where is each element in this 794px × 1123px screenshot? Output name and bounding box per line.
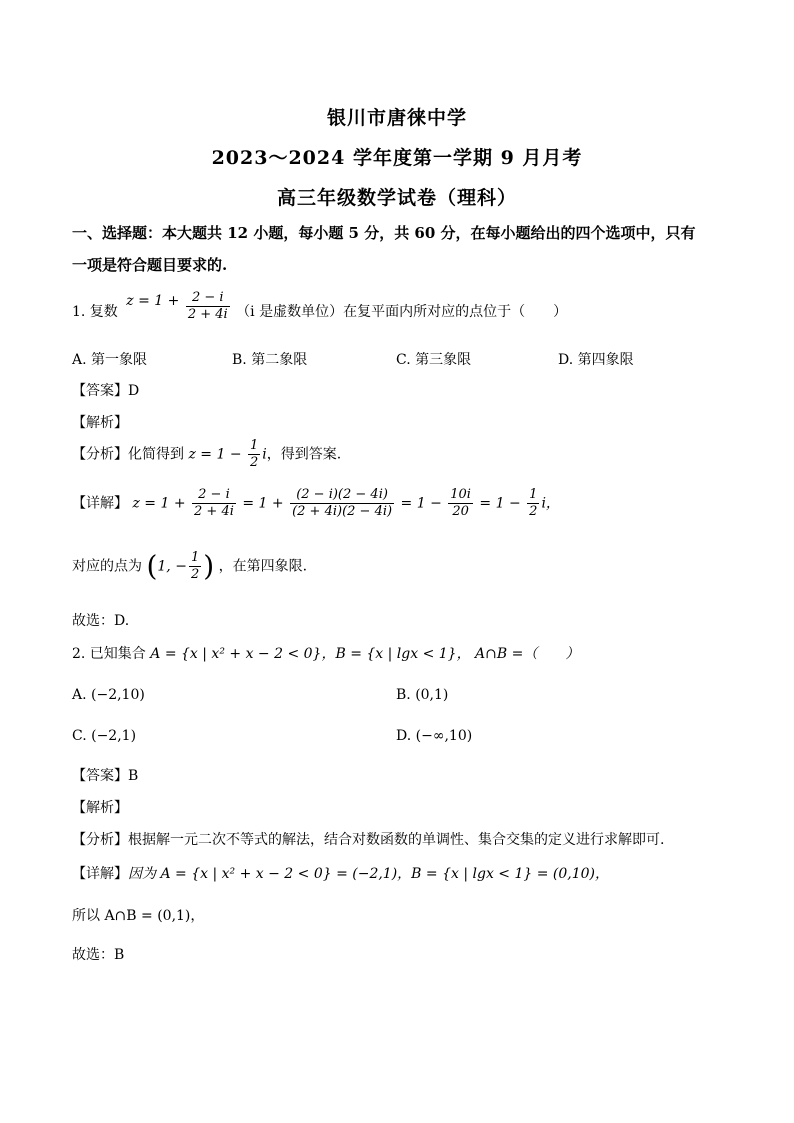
q1-fenxi-den: 2 <box>250 455 259 470</box>
question-2-stem <box>72 643 579 663</box>
q2-answer-value: B <box>128 768 139 784</box>
q2-prefix: 2. 已知集合 <box>72 646 146 662</box>
q1-option-c: C. 第三象限 <box>396 352 472 368</box>
q1-option-d: D. 第四象限 <box>558 352 634 368</box>
q1-detail-frac1 <box>192 487 236 520</box>
q1-detail-frac1-den: 2 + 4i <box>194 504 234 519</box>
q1-fenxi-fraction <box>248 438 260 471</box>
q2-ask: A∩B =（ ） <box>475 646 580 662</box>
q1-point-num: 1 <box>190 550 200 565</box>
school-title: 银川市唐徕中学 <box>326 107 467 129</box>
q1-detail-eq2: = 1 − <box>400 495 442 512</box>
q1-detail-frac3-den: 20 <box>452 504 469 519</box>
q1-detail-frac4 <box>527 487 539 520</box>
q1-fenxi-label: 【分析】 <box>72 446 128 463</box>
q1-detail <box>72 487 560 520</box>
q2-analysis-label: 【解析】 <box>72 800 128 816</box>
q1-point-rparen: ) <box>203 549 215 583</box>
q2-detail <box>72 863 609 883</box>
q1-answer-label: 【答案】 <box>72 383 128 399</box>
q1-point-lparen: ( <box>146 549 158 583</box>
q1-detail-frac4-den: 2 <box>529 504 538 519</box>
q1-fenxi-text2: ，得到答案. <box>266 446 342 463</box>
q1-detail-frac1-num: 2 − i <box>192 487 236 504</box>
q1-answer-value: D <box>128 383 140 399</box>
section-heading-line2: 一项是符合题目要求的. <box>72 256 228 274</box>
q2-answer <box>72 765 138 785</box>
q2-option-c: C. (−2,1) <box>72 728 137 744</box>
q2-option-d: D. (−∞,10) <box>396 728 473 744</box>
q1-fenxi-z: z = 1 − <box>188 446 242 463</box>
q1-point-den: 2 <box>190 567 200 582</box>
q1-detail-z: z = 1 + <box>132 495 186 512</box>
q1-point-text1: 对应的点为 <box>72 558 142 575</box>
q2-answer-label: 【答案】 <box>72 768 128 784</box>
q1-fenxi-text1: 化简得到 <box>128 446 184 463</box>
q2-detail-text: 因为 A = {x | x² + x − 2 < 0} = (−2,1)，B = {x | lgx < 1} = (0,10)， <box>128 866 610 882</box>
q1-detail-eq1: = 1 + <box>242 495 284 512</box>
q2-option-a: A. (−2,10) <box>72 687 145 703</box>
q2-option-b: B. (0,1) <box>396 687 449 703</box>
q1-z-lhs: z = 1 + <box>126 293 180 309</box>
q1-point-fraction <box>189 550 201 583</box>
question-1-stem <box>72 290 567 323</box>
q1-detail-frac4-num: 1 <box>529 487 538 502</box>
exam-title: 高三年级数学试卷（理科） <box>276 187 517 209</box>
q1-detail-frac2-num: (2 − i)(2 − 4i) <box>290 487 394 504</box>
q1-fenxi-i: i <box>262 446 267 463</box>
q1-point <box>72 550 307 583</box>
term-title: 2023～2024 学年度第一学期 9 月月考 <box>211 147 583 169</box>
q2-set-a: A = {x | x² + x − 2 < 0} <box>150 646 322 662</box>
q1-detail-label: 【详解】 <box>72 495 128 512</box>
q1-fenxi-num: 1 <box>250 438 259 453</box>
q1-option-b: B. 第二象限 <box>232 352 308 368</box>
q2-so: 所以 A∩B = (0,1)， <box>72 908 205 924</box>
q1-fenxi <box>72 438 341 471</box>
q1-detail-tail: i， <box>541 495 560 512</box>
q1-option-a: A. 第一象限 <box>72 352 148 368</box>
q2-choose: 故选：B <box>72 947 125 963</box>
q2-fenxi-text: 根据解一元二次不等式的解法，结合对数函数的单调性、集合交集的定义进行求解即可. <box>128 832 665 848</box>
q2-fenxi-label: 【分析】 <box>72 832 128 848</box>
q1-prefix: 1. 复数 <box>72 304 118 320</box>
q1-fraction <box>186 290 230 323</box>
q1-detail-eq3: = 1 − <box>479 495 521 512</box>
q1-detail-frac3 <box>448 487 473 520</box>
q2-fenxi <box>72 829 664 849</box>
q1-suffix: （i 是虚数单位）在复平面内所对应的点位于（ ） <box>236 304 568 320</box>
q1-analysis-label: 【解析】 <box>72 415 128 431</box>
section-heading-line1: 一、选择题：本大题共 12 小题，每小题 5 分，共 60 分，在每小题给出的四个选项中，只有 <box>72 224 696 242</box>
q1-point-a: 1, − <box>157 558 187 575</box>
q1-frac-den: 2 + 4i <box>187 307 228 322</box>
q1-detail-frac3-num: 10i <box>450 487 471 502</box>
q1-answer <box>72 380 139 400</box>
q2-set-b: ，B = {x | lgx < 1}， <box>321 646 471 662</box>
q1-frac-num: 2 − i <box>186 290 230 307</box>
q1-detail-frac2 <box>290 487 394 520</box>
q1-detail-frac2-den: (2 + 4i)(2 − 4i) <box>292 504 393 519</box>
q1-choose: 故选：D. <box>72 613 130 629</box>
q1-point-text2: ，在第四象限. <box>218 558 308 575</box>
q2-detail-label: 【详解】 <box>72 866 128 882</box>
